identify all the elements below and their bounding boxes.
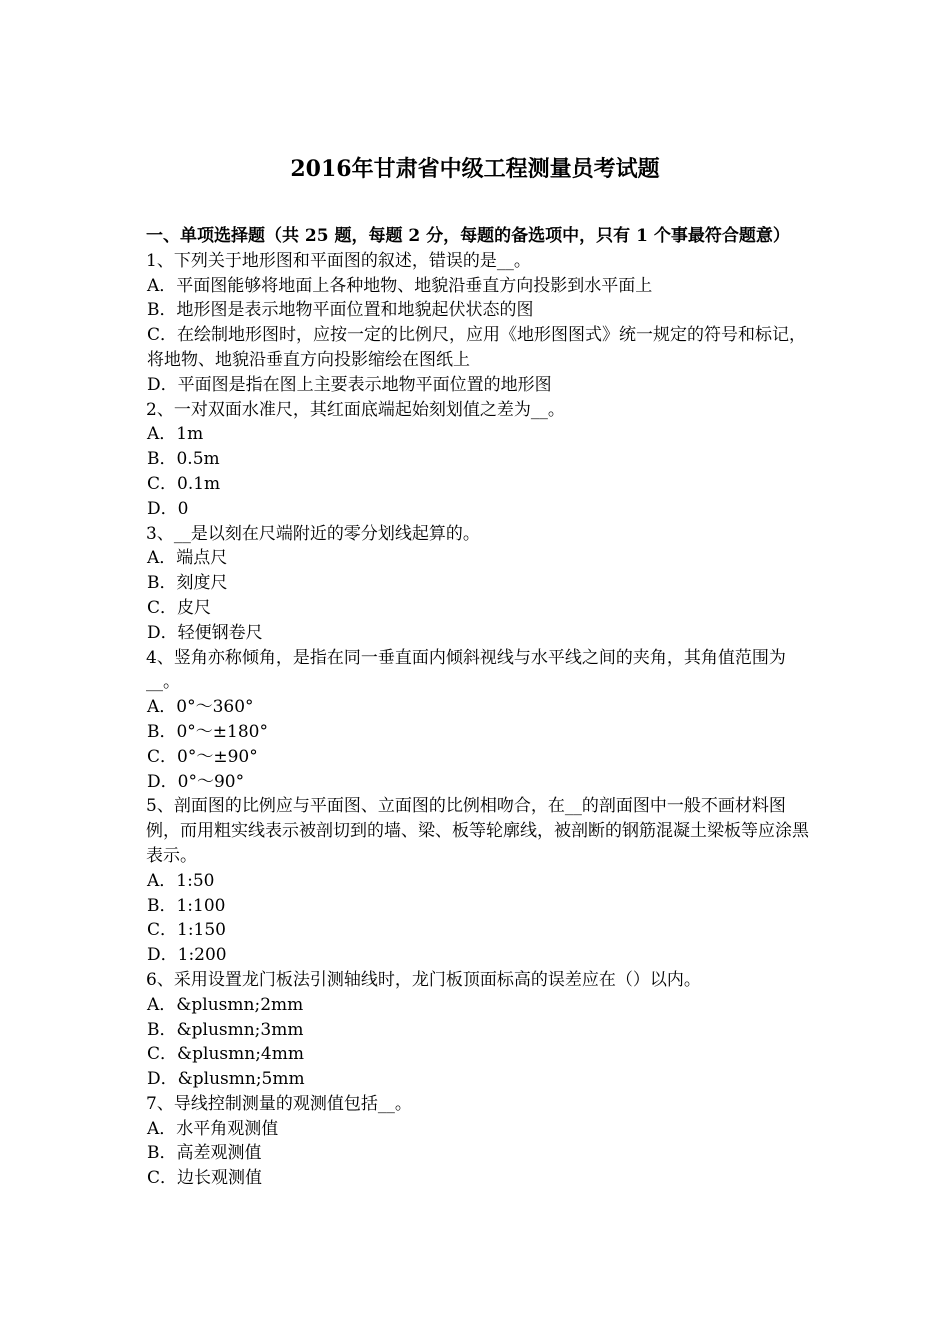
option-a: A．水平角观测值 — [147, 1118, 279, 1139]
option-d: D．轻便钢卷尺 — [147, 622, 263, 643]
option-c: C．&plusmn;4mm — [147, 1044, 304, 1065]
option-c: C．皮尺 — [147, 597, 212, 618]
option-c: C．边长观测值 — [147, 1168, 263, 1189]
question-7 — [146, 1092, 814, 1191]
option-b: B．刻度尺 — [147, 573, 228, 594]
option-a: A．0°～360° — [147, 697, 254, 718]
question-stem: 1、下列关于地形图和平面图的叙述，错误的是__。 — [146, 250, 531, 271]
question-stem: 4、竖角亦称倾角，是指在同一垂直面内倾斜视线与水平线之间的夹角，其角值范围为__。 — [146, 647, 786, 693]
option-d: D．0 — [147, 498, 189, 519]
question-stem: 3、__是以刻在尺端附近的零分划线起算的。 — [146, 523, 480, 544]
option-d: D．&plusmn;5mm — [147, 1069, 305, 1090]
option-d: D．平面图是指在图上主要表示地物平面位置的地形图 — [147, 374, 552, 395]
option-d: D．1:200 — [147, 945, 227, 966]
option-b: B．&plusmn;3mm — [147, 1019, 304, 1040]
option-a: A．1m — [147, 424, 204, 445]
option-a: A．平面图能够将地面上各种地物、地貌沿垂直方向投影到水平面上 — [147, 275, 653, 296]
question-4 — [146, 646, 814, 795]
section-heading: 一、单项选择题（共 25 题，每题 2 分，每题的备选项中，只有 1 个事最符合题意） — [146, 226, 790, 246]
question-6 — [146, 968, 814, 1092]
question-1 — [146, 249, 814, 398]
question-5 — [146, 794, 814, 968]
option-b: B．高差观测值 — [147, 1143, 262, 1164]
option-a: A．端点尺 — [147, 548, 228, 569]
question-stem: 7、导线控制测量的观测值包括__。 — [146, 1093, 412, 1114]
option-b: B．地形图是表示地物平面位置和地貌起伏状态的图 — [147, 300, 534, 321]
option-c: C．在绘制地形图时，应按一定的比例尺，应用《地形图图式》统一规定的符号和标记，将地物、地貌沿垂直方向投影缩绘在图纸上 — [147, 325, 807, 370]
option-a: A．1:50 — [147, 870, 215, 891]
option-a: A．&plusmn;2mm — [147, 994, 304, 1015]
option-d: D．0°～90° — [147, 771, 245, 792]
question-3 — [146, 522, 814, 646]
question-stem: 5、剖面图的比例应与平面图、立面图的比例相吻合，在__的剖面图中一般不画材料图例，而用粗实线表示被剖切到的墙、梁、板等轮廓线，被剖断的钢筋混凝土梁板等应涂黑表示。 — [146, 796, 809, 866]
question-stem: 2、一对双面水准尺，其红面底端起始刻划值之差为__。 — [146, 399, 565, 420]
question-2 — [146, 398, 814, 522]
option-b: B．0°～±180° — [147, 721, 269, 742]
option-b: B．0.5m — [147, 449, 220, 470]
option-c: C．1:150 — [147, 920, 226, 941]
option-b: B．1:100 — [147, 895, 226, 916]
document-title: 2016年甘肃省中级工程测量员考试题 — [290, 156, 660, 182]
question-stem: 6、采用设置龙门板法引测轴线时，龙门板顶面标高的误差应在（）以内。 — [146, 969, 701, 990]
option-c: C．0.1m — [147, 473, 221, 494]
option-c: C．0°～±90° — [147, 746, 258, 767]
document-body — [146, 224, 814, 1191]
